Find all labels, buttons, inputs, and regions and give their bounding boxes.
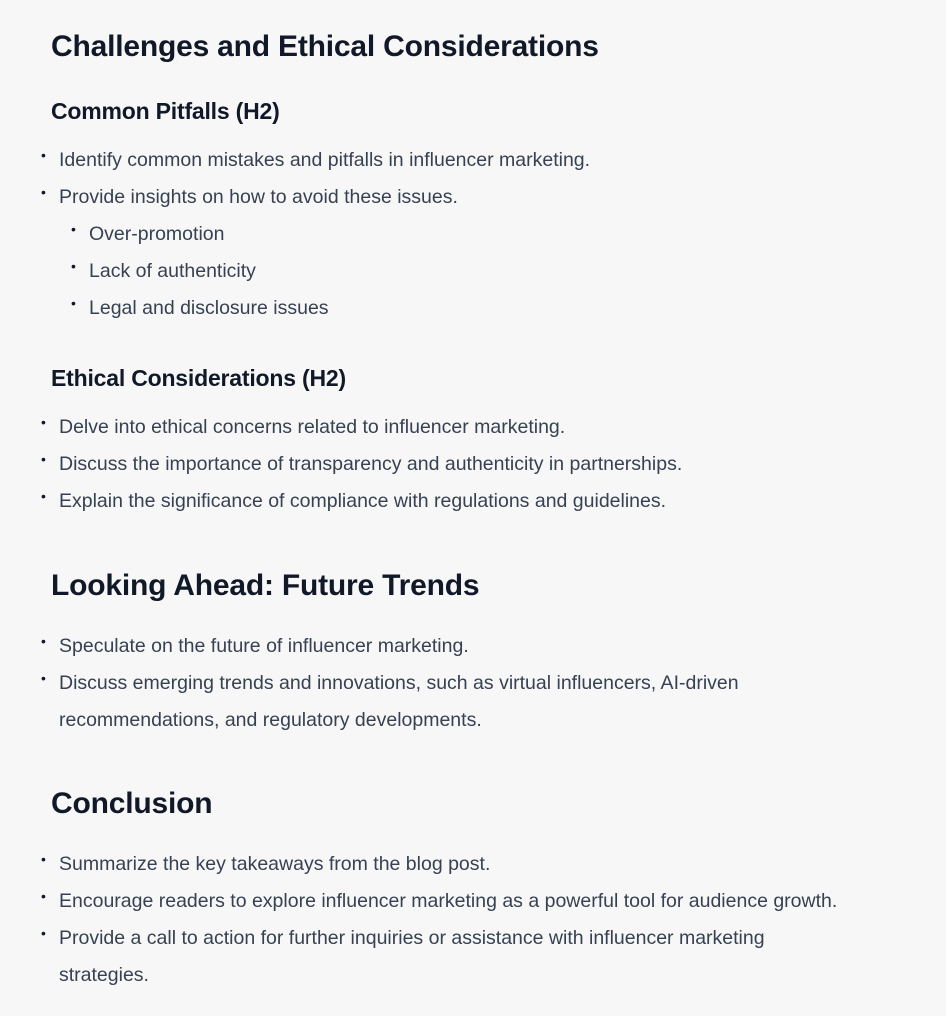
heading-conclusion: Conclusion [51,787,213,820]
future-trends-list [41,628,931,739]
list-item [41,883,931,920]
list-item-text: Delve into ethical concerns related to influencer marketing. [59,416,566,438]
list-item [41,665,931,739]
list-item [41,142,931,179]
sublist-item [71,253,931,290]
list-item-text: Over-promotion [89,223,225,245]
heading-challenges: Challenges and Ethical Considerations [51,30,599,63]
heading-future-trends: Looking Ahead: Future Trends [51,569,480,602]
bullet-icon: • [41,414,46,430]
pitfalls-list [41,142,931,327]
ethics-list [41,409,931,520]
bullet-icon: • [71,221,76,237]
bullet-icon: • [41,147,46,163]
bullet-icon: • [41,925,46,941]
list-item-text-continued: strategies. [59,964,149,986]
list-item-text: Lack of authenticity [89,260,256,282]
list-item-text: Legal and disclosure issues [89,297,329,319]
bullet-icon: • [71,295,76,311]
bullet-icon: • [41,184,46,200]
list-item-text: Encourage readers to explore influencer marketing as a powerful tool for audience growth. [59,890,838,912]
list-item-text: Speculate on the future of influencer marketing. [59,635,469,657]
bullet-icon: • [41,851,46,867]
list-item-text: Explain the significance of compliance with regulations and guidelines. [59,490,667,512]
list-item [41,409,931,446]
bullet-icon: • [71,258,76,274]
list-item-text-continued: recommendations, and regulatory developments. [59,709,482,731]
list-item [41,846,931,883]
heading-common-pitfalls: Common Pitfalls (H2) [51,98,280,124]
list-item-text: Discuss the importance of transparency and authenticity in partnerships. [59,453,683,475]
bullet-icon: • [41,488,46,504]
bullet-icon: • [41,451,46,467]
bullet-icon: • [41,670,46,686]
pitfalls-sublist [59,216,931,327]
list-item [41,628,931,665]
bullet-icon: • [41,888,46,904]
list-item-text: Provide a call to action for further inquiries or assistance with influencer marketing [59,927,765,949]
sublist-item [71,290,931,327]
list-item [41,483,931,520]
list-item-text: Provide insights on how to avoid these issues. [59,186,458,208]
list-item [41,920,931,994]
sublist-item [71,216,931,253]
list-item-text: Discuss emerging trends and innovations, such as virtual influencers, AI-driven [59,672,739,694]
list-item-text: Identify common mistakes and pitfalls in influencer marketing. [59,149,591,171]
list-item [41,179,931,327]
bullet-icon: • [41,633,46,649]
heading-ethical-considerations: Ethical Considerations (H2) [51,365,346,391]
list-item-text: Summarize the key takeaways from the blog post. [59,853,491,875]
conclusion-list [41,846,931,994]
list-item [41,446,931,483]
